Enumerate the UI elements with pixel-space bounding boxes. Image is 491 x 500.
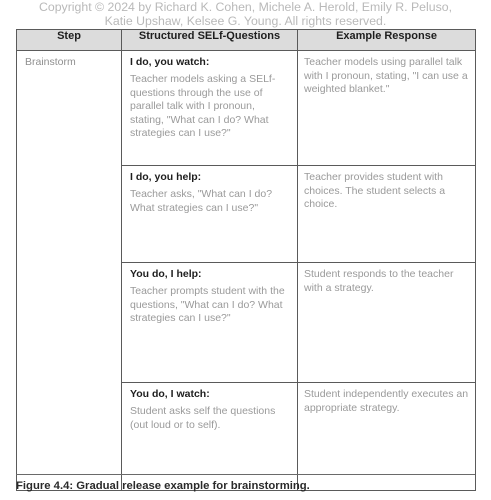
response-text: Student responds to the teacher with a strategy. [304,268,454,294]
question-heading: I do, you help: [130,171,202,183]
response-cell [298,263,476,383]
question-cell [122,166,298,263]
question-cell [122,51,298,166]
question-body: Teacher models asking a SELf-questions through the use of parallel talk with I pronoun, stating, "What can I do? What strategies can I use?" [130,73,276,139]
gradual-release-table [16,29,476,491]
question-body: Teacher asks, "What can I do? What strategies can I use?" [130,188,273,214]
header-example-response: Example Response [298,30,476,51]
question-body: Student asks self the questions (out loud or to self). [130,405,276,431]
question-body: Teacher prompts student with the questions, "What can I do? What strategies can I use?" [130,285,285,324]
caption-divider [16,474,475,475]
step-label: Brainstorm [25,56,76,68]
figure-caption: Figure 4.4: Gradual release example for brainstorming. [16,480,310,492]
copyright-watermark-line-1: Copyright © 2024 by Richard K. Cohen, Michele A. Herold, Emily R. Peluso, [39,0,452,14]
question-heading: You do, I watch: [130,388,210,400]
response-text: Teacher models using parallel talk with I pronoun, stating, "I can use a weighted blanket." [304,56,468,95]
response-text: Teacher provides student with choices. The student selects a choice. [304,171,446,210]
response-cell [298,51,476,166]
question-heading: You do, I help: [130,268,202,280]
question-cell [122,263,298,383]
table-row [17,51,476,166]
question-heading: I do, you watch: [130,56,210,68]
header-structured-self-questions: Structured SELf-Questions [122,30,298,51]
response-text: Student independently executes an appropriate strategy. [304,388,469,414]
response-cell [298,166,476,263]
table-header-row [17,30,476,51]
step-cell [17,51,122,491]
copyright-watermark-line-2: Katie Upshaw, Kelsee G. Young. All rights reserved. [104,14,387,28]
header-step: Step [17,30,122,51]
